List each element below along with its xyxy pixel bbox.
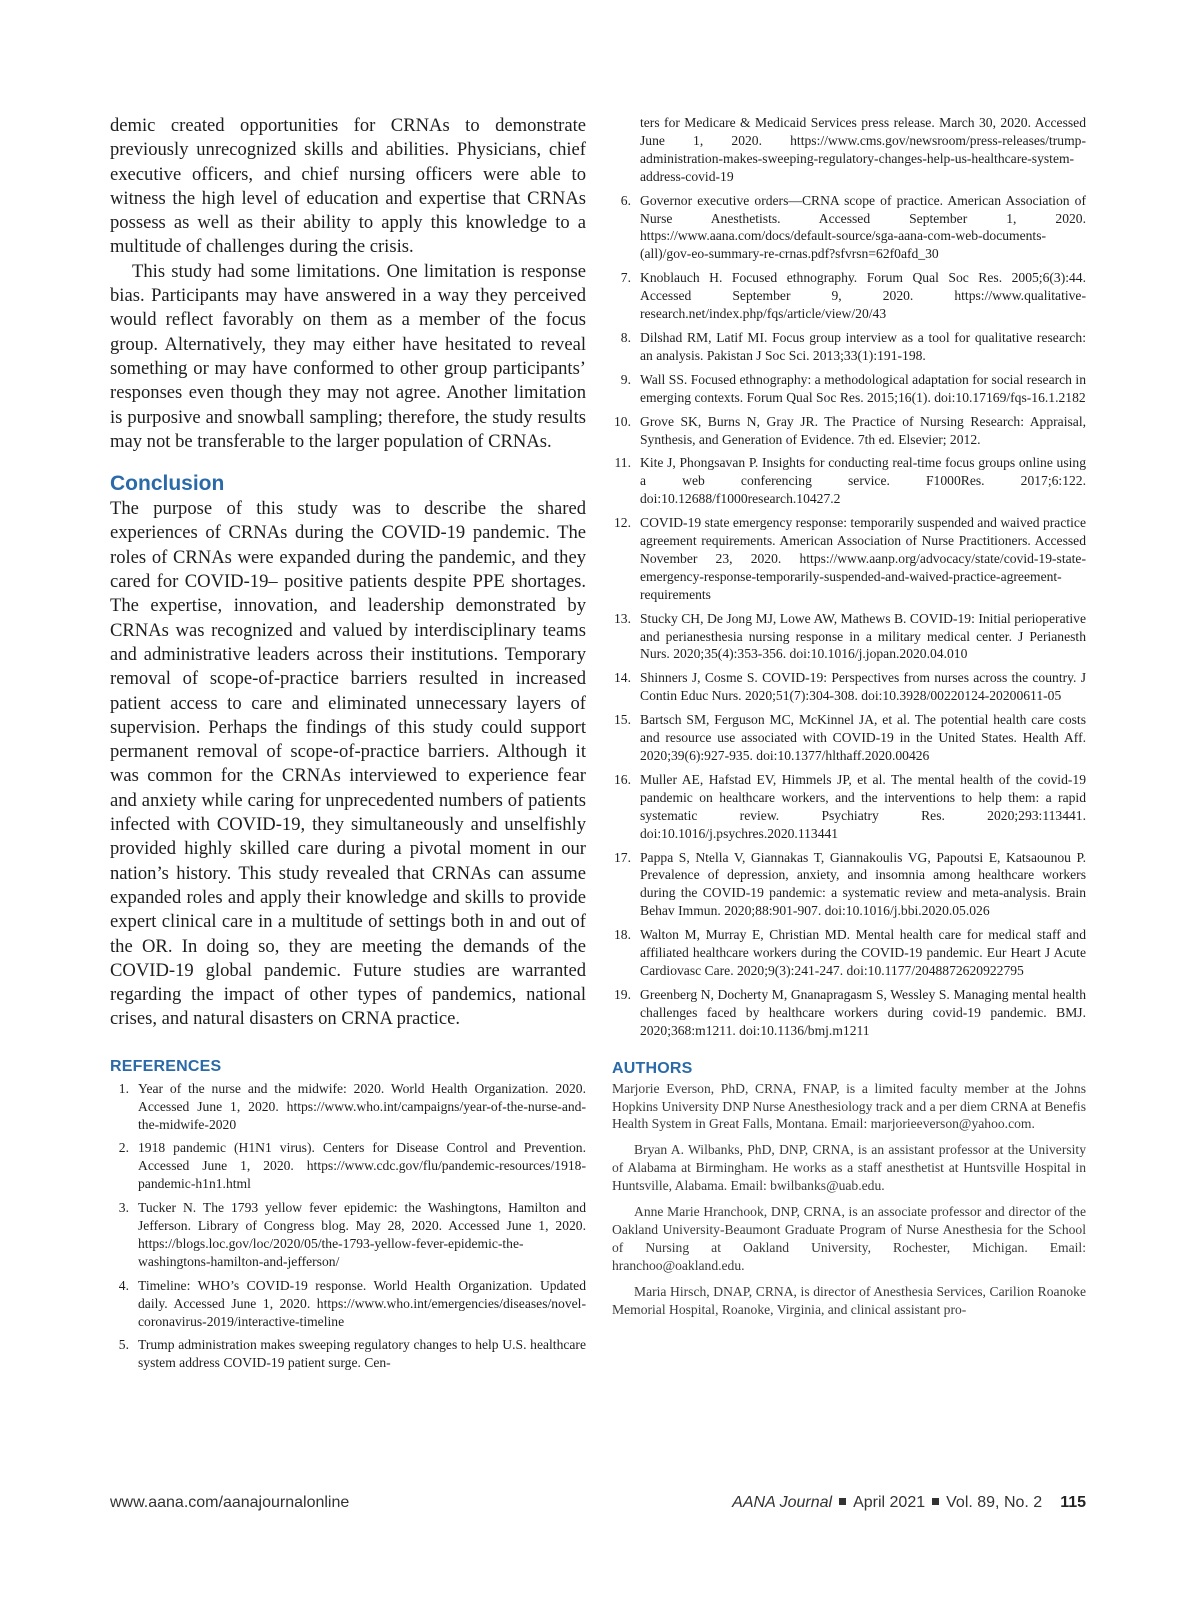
- reference-number: 8.: [620, 329, 631, 345]
- reference-item: [612, 413, 1086, 449]
- author-bio: Maria Hirsch, DNAP, CRNA, is director of Anesthesia Services, Carilion Roanoke Memorial Hospital, Roanoke, Virginia, and clinical assistant pro-: [612, 1283, 1086, 1317]
- reference-text: Tucker N. The 1793 yellow fever epidemic: the Washingtons, Hamilton and Jefferson. Library of Congress blog. May 28, 2020. Accessed June 1, 2020. https://blogs.loc.gov/loc/2020/05/the-1793-yellow-fever-epidemic-the-washingtons-hamilton-and-jefferson/: [138, 1200, 586, 1269]
- reference-item: [110, 1336, 586, 1372]
- reference-text: 1918 pandemic (H1N1 virus). Centers for Disease Control and Prevention. Accessed June 1, 2020. https://www.cdc.gov/flu/pandemic-resources/1918-pandemic-h1n1.html: [138, 1140, 586, 1192]
- reference-text: Bartsch SM, Ferguson MC, McKinnel JA, et al. The potential health care costs and resource use associated with COVID-19 in the United States. Health Aff. 2020;39(6):927-935. doi:10.1377/hlthaff.2020.00426: [640, 712, 1086, 763]
- reference-item: [110, 1199, 586, 1271]
- author-bio: Marjorie Everson, PhD, CRNA, FNAP, is a limited faculty member at the Johns Hopkins University DNP Nurse Anesthesiology track and a per diem CRNA at Benefis Health System in Great Falls, Montana. Email: marjorieeverson@yahoo.com.: [612, 1080, 1086, 1132]
- separator-square-icon: [839, 1498, 846, 1505]
- authors-heading: AUTHORS: [612, 1059, 693, 1077]
- reference-number: 1.: [118, 1080, 129, 1096]
- reference-text: Governor executive orders—CRNA scope of practice. American Association of Nurse Anesthetists. Accessed September 1, 2020. https://www.aana.com/docs/default-source/sga-aana-com-web-documents-(all)/gov-eo-summary-re-crnas.pdf?sfvrsn=62f0afd_30: [640, 192, 1086, 262]
- reference-number: 18.: [614, 927, 631, 943]
- reference-5-continued: ters for Medicare & Medicaid Services press release. March 30, 2020. Accessed June 1, 2020. https://www.cms.gov/newsroom/press-releases/trump-administration-makes-sweeping-regulatory-changes-help-us-healthcare-system-address-covid-19: [640, 115, 1086, 184]
- references-heading: REFERENCES: [110, 1057, 222, 1075]
- reference-item: [110, 1080, 586, 1134]
- reference-number: 5.: [118, 1337, 129, 1353]
- reference-item: [612, 371, 1086, 407]
- reference-item: [612, 771, 1086, 843]
- reference-text: COVID-19 state emergency response: temporarily suspended and waived practice agreement requirements. American Association of Nurse Practitioners. Accessed November 23, 2020. https://www.aanp.org/advocacy/state/covid-19-state-emergency-response-temporarily-suspended-and-waived-practice-agreement-requirements: [640, 515, 1086, 602]
- reference-number: 6.: [620, 192, 631, 208]
- reference-number: 12.: [614, 515, 631, 531]
- author-bio: Anne Marie Hranchook, DNP, CRNA, is an associate professor and director of the Oakland University-Beaumont Graduate Program of Nurse Anesthesia for the School of Nursing at Oakland University, Rochester, Michigan. Email: hranchoo@oakland.edu.: [612, 1204, 1086, 1273]
- reference-number: 10.: [614, 413, 631, 429]
- journal-name: AANA Journal: [732, 1494, 833, 1511]
- reference-item: [612, 711, 1086, 765]
- reference-text: Trump administration makes sweeping regulatory changes to help U.S. healthcare system address COVID-19 patient surge. Cen-: [138, 1337, 586, 1371]
- references-list-right: [612, 192, 1086, 1040]
- reference-item: [612, 192, 1086, 264]
- reference-number: 16.: [614, 771, 631, 787]
- author-bio: Bryan A. Wilbanks, PhD, DNP, CRNA, is an assistant professor at the University of Alabama at Birmingham. He works as a staff anesthetist at Huntsville Hospital in Huntsville, Alabama. Email: bwilbanks@uab.edu.: [612, 1142, 1086, 1194]
- reference-text: Pappa S, Ntella V, Giannakas T, Giannakoulis VG, Papoutsi E, Katsaounou P. Prevalence of depression, anxiety, and insomnia among healthcare workers during the COVID-19 pandemic: a systematic review and meta-analysis. Brain Behav Immun. 2020;88:901-907. doi:10.1016/j.bbi.2020.05.026: [640, 849, 1086, 919]
- reference-text: Dilshad RM, Latif MI. Focus group interview as a tool for qualitative research: an analysis. Pakistan J Soc Sci. 2013;33(1):191-198.: [640, 329, 1086, 363]
- reference-number: 15.: [614, 712, 631, 728]
- reference-item: [612, 514, 1086, 604]
- reference-text: Muller AE, Hafstad EV, Himmels JP, et al. The mental health of the covid-19 pandemic on healthcare workers, and the interventions to help them: a rapid systematic review. Psychiatry Res. 2020;293:113441. doi:10.1016/j.psychres.2020.113441: [640, 771, 1086, 841]
- body-paragraph-1: demic created opportunities for CRNAs to demonstrate previously unrecognized skills and abilities. Physicians, chief executive officers, and chief nursing officers were able to witness the high level of education and expertise that CRNAs possess as well as their ability to apply this knowledge to a multitude of challenges during the crisis.: [110, 115, 586, 258]
- reference-number: 4.: [118, 1277, 129, 1293]
- reference-text: Timeline: WHO’s COVID-19 response. World Health Organization. Updated daily. Accessed June 1, 2020. https://www.who.int/emergencies/diseases/novel-coronavirus-2019/interactive-timeline: [138, 1277, 586, 1329]
- reference-text: Grove SK, Burns N, Gray JR. The Practice of Nursing Research: Appraisal, Synthesis, and Generation of Evidence. 7th ed. Elsevier; 2012.: [640, 413, 1086, 447]
- reference-number: 3.: [118, 1200, 129, 1216]
- reference-item: [110, 1139, 586, 1193]
- issue-date: April 2021: [853, 1494, 926, 1511]
- page-footer: [110, 1494, 1086, 1518]
- reference-text: Kite J, Phongsavan P. Insights for conducting real-time focus groups online using a web conferencing service. F1000Res. 2017;6:122. doi:10.12688/f1000research.10427.2: [640, 455, 1086, 507]
- reference-number: 19.: [614, 986, 631, 1002]
- reference-text: Shinners J, Cosme S. COVID-19: Perspectives from nurses across the country. J Contin Educ Nurs. 2020;51(7):304-308. doi:10.3928/00220124-20200611-05: [640, 670, 1086, 704]
- reference-text: Walton M, Murray E, Christian MD. Mental health care for medical staff and affiliated healthcare workers during the COVID-19 pandemic. Eur Heart J Acute Cardiovasc Care. 2020;9(3):241-247. doi:10.1177/2048872620922795: [640, 927, 1086, 978]
- reference-text: Stucky CH, De Jong MJ, Lowe AW, Mathews B. COVID-19: Initial perioperative and perianesthesia nursing response in a military medical center. J Perianesth Nurs. 2020;35(4):353-356. doi:10.1016/j.jopan.2020.04.010: [640, 610, 1086, 662]
- volume-number: Vol. 89, No. 2: [946, 1494, 1043, 1511]
- reference-number: 17.: [614, 849, 631, 865]
- separator-square-icon: [932, 1498, 939, 1505]
- reference-item: [612, 986, 1086, 1040]
- conclusion-paragraph: The purpose of this study was to describe the shared experiences of CRNAs during the COVID-19 pandemic. The roles of CRNAs were expanded during the pandemic, and they cared for COVID-19– positive patients despite PPE shortages. The expertise, innovation, and leadership demonstrated by CRNAs was recognized and valued by interdisciplinary teams and administrative leaders across their institutions. Temporary removal of scope-of-practice barriers resulted in increased patient access to care and eliminated unnecessary layers of supervision. Perhaps the findings of this study could support permanent removal of scope-of-practice barriers. Although it was common for the CRNAs interviewed to experience fear and anxiety while caring for unprecedented numbers of patients infected with COVID-19, they simultaneously and unselfishly provided highly skilled care during a pivotal moment in our nation’s history. This study revealed that CRNAs can assume expanded roles and apply their knowledge and skills to provide expert clinical care in a multitude of settings both in and out of the OR. In doing so, they are meeting the demands of the COVID-19 global pandemic. Future studies are warranted regarding the impact of other types of pandemics, national crises, and natural disasters on CRNA practice.: [110, 498, 586, 1030]
- reference-number: 13.: [614, 610, 631, 626]
- reference-number: 9.: [620, 371, 631, 387]
- page-number: 115: [1060, 1494, 1086, 1511]
- reference-item: [110, 1277, 586, 1331]
- reference-number: 11.: [614, 455, 631, 471]
- reference-text: Year of the nurse and the midwife: 2020. World Health Organization. 2020. Accessed June 1, 2020. https://www.who.int/campaigns/year-of-the-nurse-and-the-midwife-2020: [138, 1080, 586, 1132]
- journal-issue-info: [732, 1494, 1086, 1512]
- references-list-left: [110, 1080, 586, 1373]
- conclusion-heading: Conclusion: [110, 472, 225, 496]
- reference-item: [612, 610, 1086, 664]
- reference-item: [612, 269, 1086, 323]
- reference-item: [612, 669, 1086, 705]
- reference-number: 14.: [614, 670, 631, 686]
- reference-item: [612, 926, 1086, 980]
- right-column: [612, 114, 1086, 1326]
- body-paragraph-limitations: This study had some limitations. One limitation is response bias. Participants may have answered in a way they perceived would reflect favorably on them as a member of the focus group. Alternatively, they may either have hesitated to reveal something or may have conformed to other group participants’ responses even though they may not agree. Another limitation is purposive and snowball sampling; therefore, the study results may not be transferable to the larger population of CRNAs.: [110, 260, 586, 452]
- reference-text: Wall SS. Focused ethnography: a methodological adaptation for social research in emerging contexts. Forum Qual Soc Res. 2015;16(1). doi:10.17169/fqs-16.1.2182: [640, 371, 1086, 405]
- reference-text: Knoblauch H. Focused ethnography. Forum Qual Soc Res. 2005;6(3):44. Accessed September 9, 2020. https://www.qualitative-research.net/index.php/fqs/article/view/20/43: [640, 270, 1086, 322]
- reference-text: Greenberg N, Docherty M, Gnanapragasm S, Wessley S. Managing mental health challenges faced by healthcare workers during covid-19 pandemic. BMJ. 2020;368:m1211. doi:10.1136/bmj.m1211: [640, 986, 1086, 1038]
- left-column: [110, 114, 586, 1378]
- reference-item: [612, 454, 1086, 508]
- reference-item: [612, 849, 1086, 921]
- reference-number: 2.: [118, 1140, 129, 1156]
- journal-url[interactable]: www.aana.com/aanajournalonline: [110, 1494, 350, 1511]
- reference-item: [612, 329, 1086, 365]
- reference-number: 7.: [620, 270, 631, 286]
